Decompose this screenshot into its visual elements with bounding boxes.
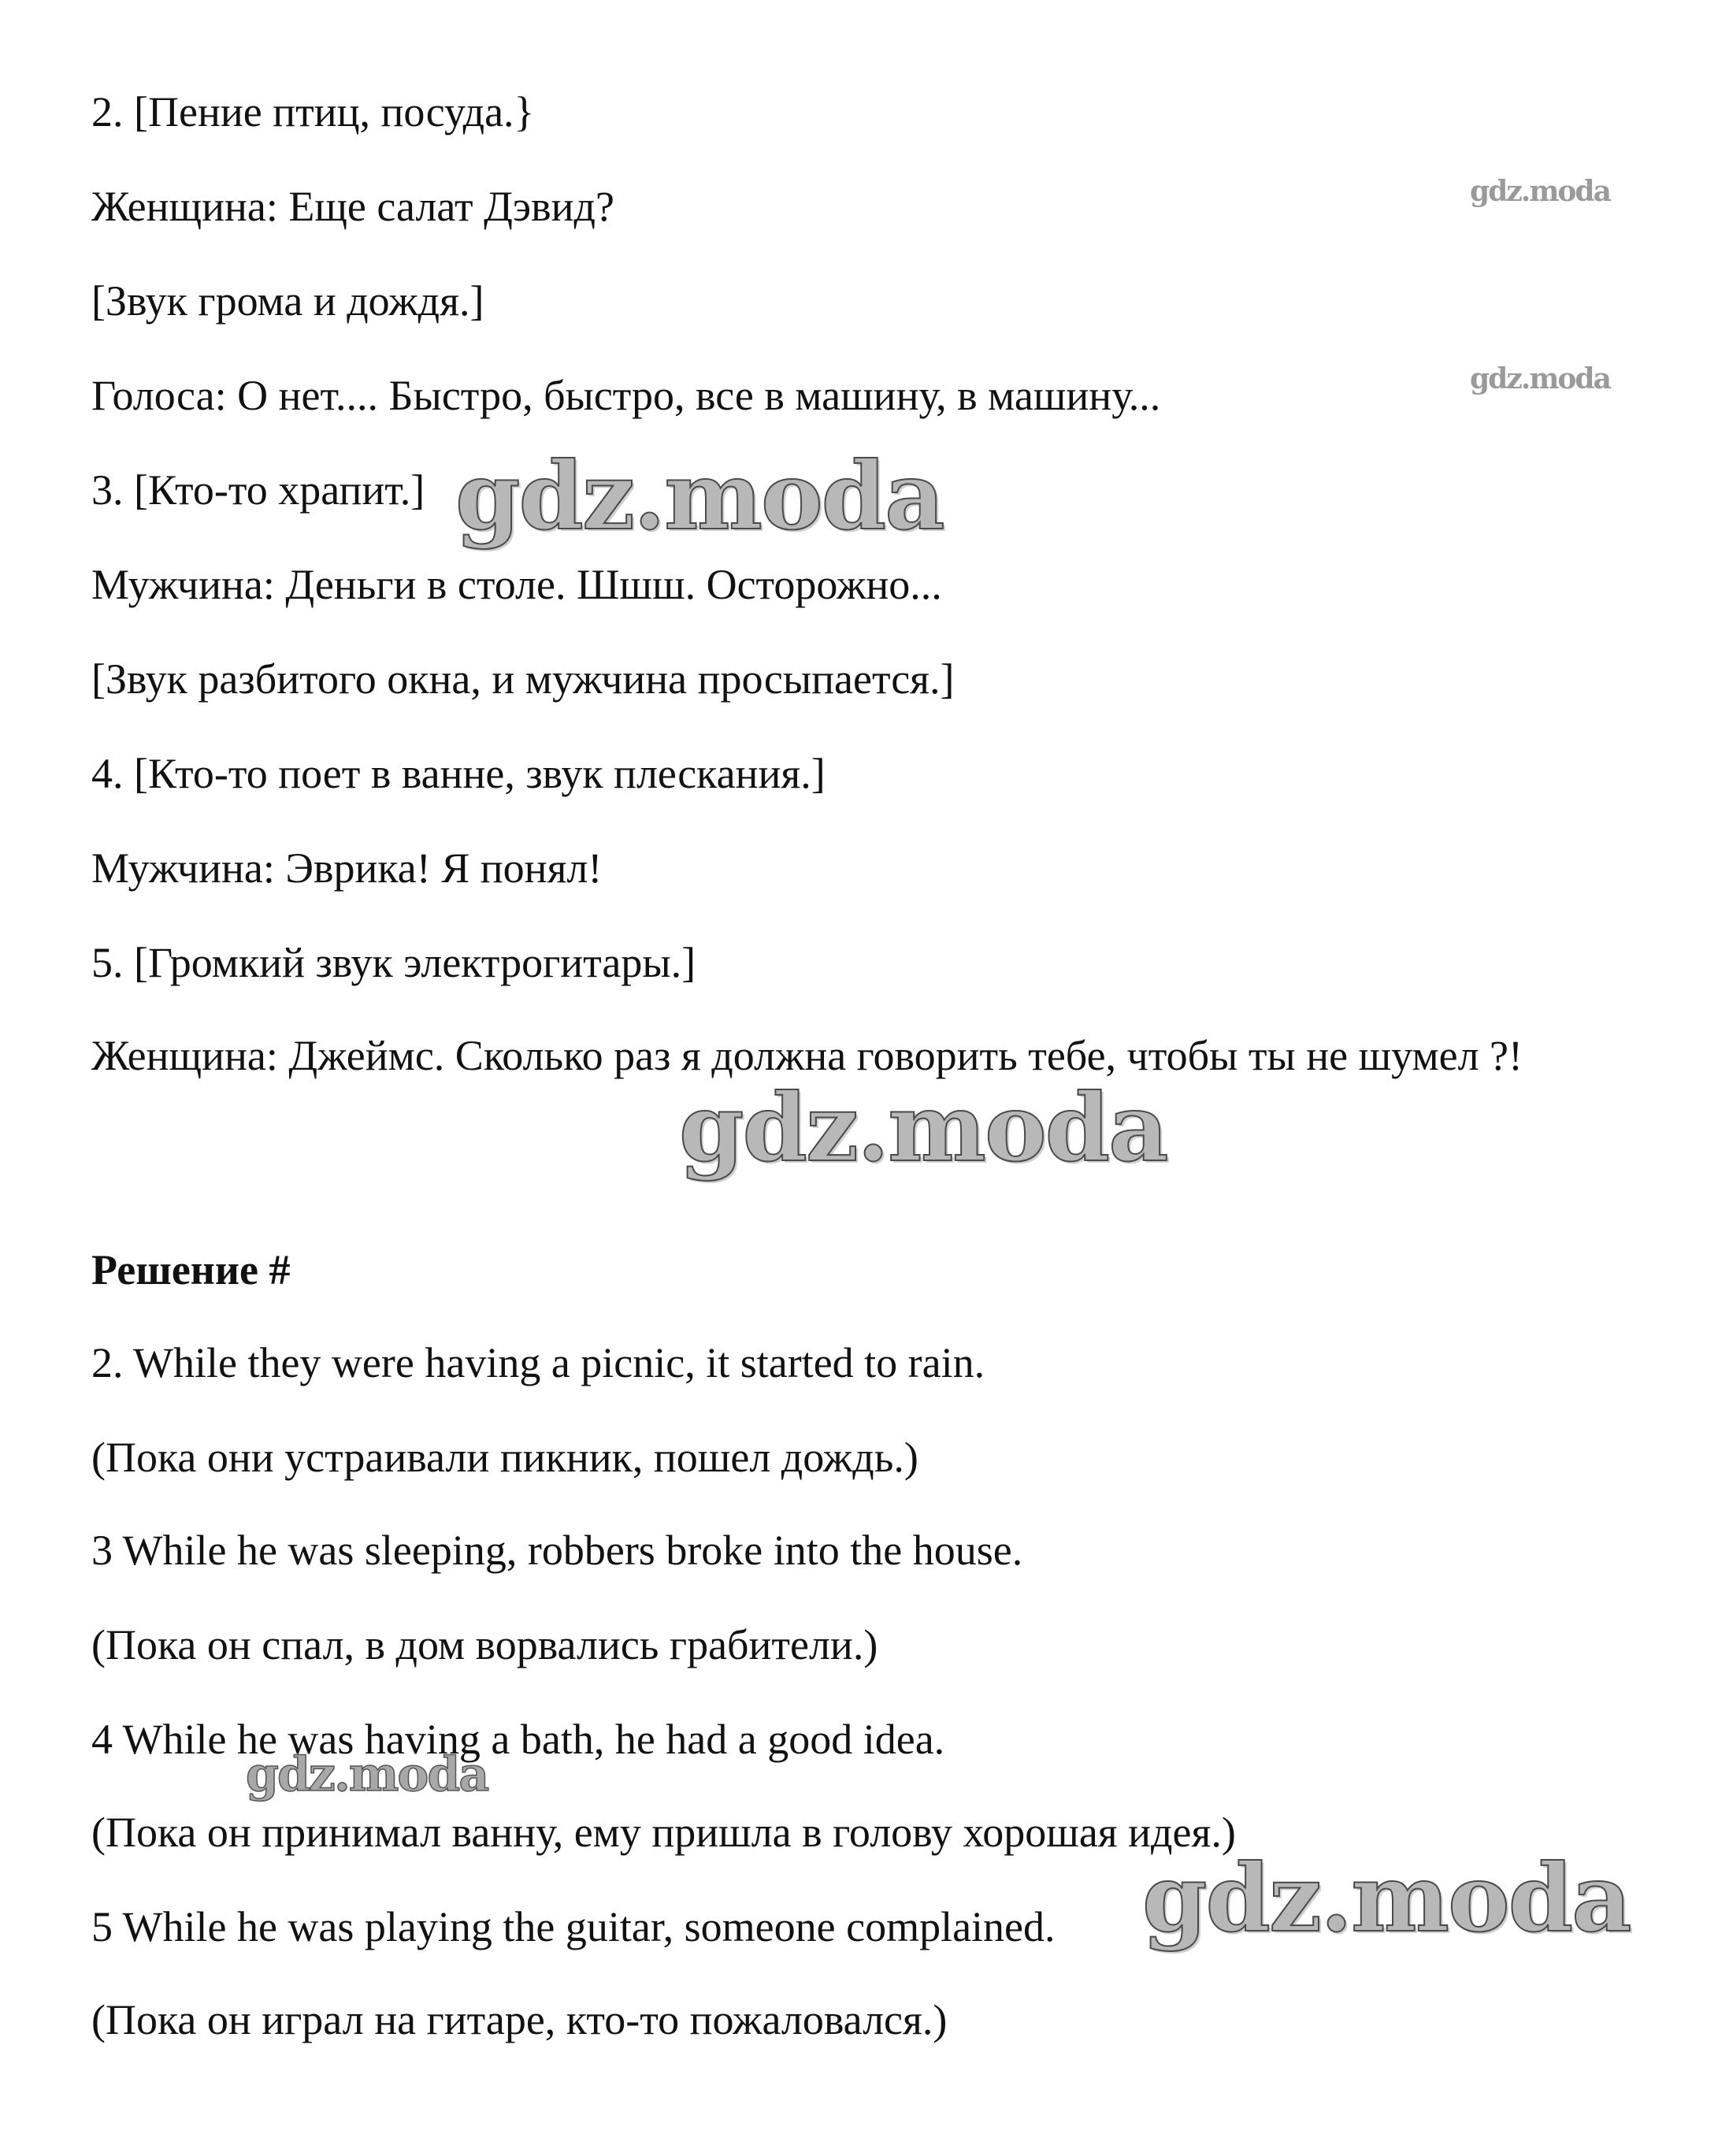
transcript-line-5: 3. [Кто-то храпит.] (91, 466, 425, 514)
solution-line-6: (Пока он принимал ванну, ему пришла в голову хорошая идея.) (91, 1809, 1236, 1856)
solution-line-2: (Пока они устраивали пикник, пошел дождь.) (91, 1434, 918, 1481)
transcript-line-6: Мужчина: Деньги в столе. Шшш. Осторожно... (91, 561, 942, 608)
watermark: gdz.moda (679, 1073, 1167, 1182)
watermark: gdz.moda (1470, 175, 1610, 208)
transcript-line-10: 5. [Громкий звук электрогитары.] (91, 939, 696, 986)
transcript-line-11: Женщина: Джеймс. Сколько раз я должна говорить тебе, чтобы ты не шумел ?! (91, 1032, 1523, 1079)
transcript-line-7: [Звук разбитого окна, и мужчина просыпается.] (91, 655, 955, 703)
watermark: gdz.moda (246, 1747, 488, 1802)
transcript-line-8: 4. [Кто-то поет в ванне, звук плескания.] (91, 750, 826, 797)
transcript-line-9: Мужчина: Эврика! Я понял! (91, 844, 603, 892)
solution-line-3: 3 While he was sleeping, robbers broke into the house. (91, 1527, 1023, 1574)
solution-line-5: 4 While he was having a bath, he had a good idea. (91, 1716, 945, 1763)
transcript-line-4: Голоса: О нет.... Быстро, быстро, все в машину, в машину... (91, 372, 1161, 419)
solution-line-7: 5 While he was playing the guitar, someone complained. (91, 1903, 1056, 1950)
transcript-line-2: Женщина: Еще салат Дэвид? (91, 183, 614, 230)
solution-line-8: (Пока он играл на гитаре, кто-то пожаловался.) (91, 1996, 948, 2043)
watermark: gdz.moda (1470, 362, 1610, 395)
solution-line-1: 2. While they were having a picnic, it started to rain. (91, 1339, 985, 1386)
transcript-line-1: 2. [Пение птиц, посуда.} (91, 88, 535, 135)
solution-heading: Решение # (91, 1246, 291, 1293)
watermark: gdz.moda (1142, 1843, 1631, 1953)
solution-line-4: (Пока он спал, в дом ворвались грабители.) (91, 1621, 878, 1668)
transcript-line-3: [Звук грома и дождя.] (91, 277, 484, 325)
watermark: gdz.moda (455, 441, 944, 551)
